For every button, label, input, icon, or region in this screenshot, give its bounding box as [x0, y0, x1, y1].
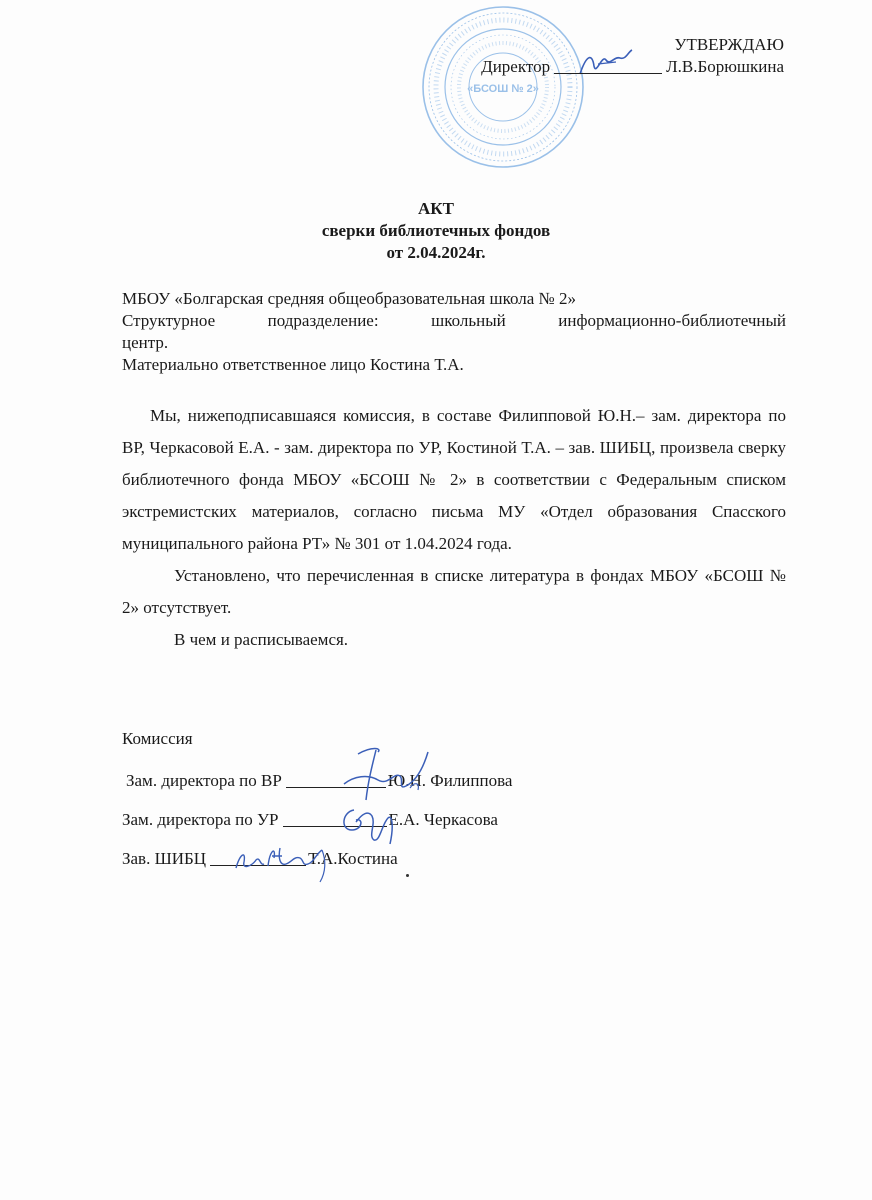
approval-heading: УТВЕРЖДАЮ [674, 35, 784, 54]
approval-position: Директор [481, 57, 551, 76]
signature-position: Зав. ШИБЦ [122, 849, 207, 868]
responsible-person: Материально ответственное лицо Костина Т.А. [122, 355, 464, 374]
signature-name: Т.А.Костина [308, 849, 398, 868]
ink-dot [406, 874, 409, 877]
commission-title: Комиссия [122, 729, 193, 748]
title-line-3: от 2.04.2024г. [386, 243, 486, 262]
act-body [122, 400, 786, 656]
kostina-signature [230, 836, 334, 886]
commission-block [122, 728, 786, 885]
document-title [0, 198, 872, 264]
school-seal-stamp [418, 2, 588, 172]
approval-name: Л.В.Борюшкина [666, 57, 784, 76]
signature-name: Е.А. Черкасова [388, 810, 498, 829]
organization-name: МБОУ «Болгарская средняя общеобразовательная школа № 2» [122, 289, 577, 308]
organization-info [122, 288, 786, 376]
approval-signature-line [424, 56, 784, 78]
signature-name: Ю.Н. Филиппова [387, 771, 513, 790]
signature-row-deputy-ur [122, 807, 786, 831]
body-paragraph-2: Установлено, что перечисленная в списке литература в фондах МБОУ «БСОШ № 2» отсутствует. [122, 566, 786, 617]
signature-position: Зам. директора по ВР [126, 771, 282, 790]
division-line-1: Структурное подразделение: школьный информационно-библиотечный [122, 311, 786, 330]
division-line-2: центр. [122, 333, 169, 352]
title-line-2: сверки библиотечных фондов [321, 221, 551, 240]
body-paragraph-1: Мы, нижеподписавшаяся комиссия, в составе Филипповой Ю.Н.– зам. директора по ВР, Черкасовой Е.А. - зам. директора по УР, Костиной Т.А. – зав. ШИБЦ, произвела сверку библиотечного фонда МБОУ «БСОШ № 2» в соответствии с Федеральным списком экстремистских материалов, согласно письма МУ «Отдел образования Спасского муниципального района РТ» № 301 от 1.04.2024 года. [122, 406, 786, 553]
signature-row-deputy-vr [122, 768, 786, 792]
signature-position: Зам. директора по УР [122, 810, 279, 829]
filippova-signature [338, 742, 438, 806]
stamp-center-text: «БСОШ № 2» [467, 83, 539, 95]
director-signature-blank [554, 59, 662, 74]
title-line-1: АКТ [418, 199, 454, 218]
cherkasova-signature [332, 800, 402, 850]
signature-row-head-library [122, 846, 786, 870]
body-paragraph-3: В чем и расписываемся. [174, 630, 349, 649]
approval-block [424, 34, 784, 78]
